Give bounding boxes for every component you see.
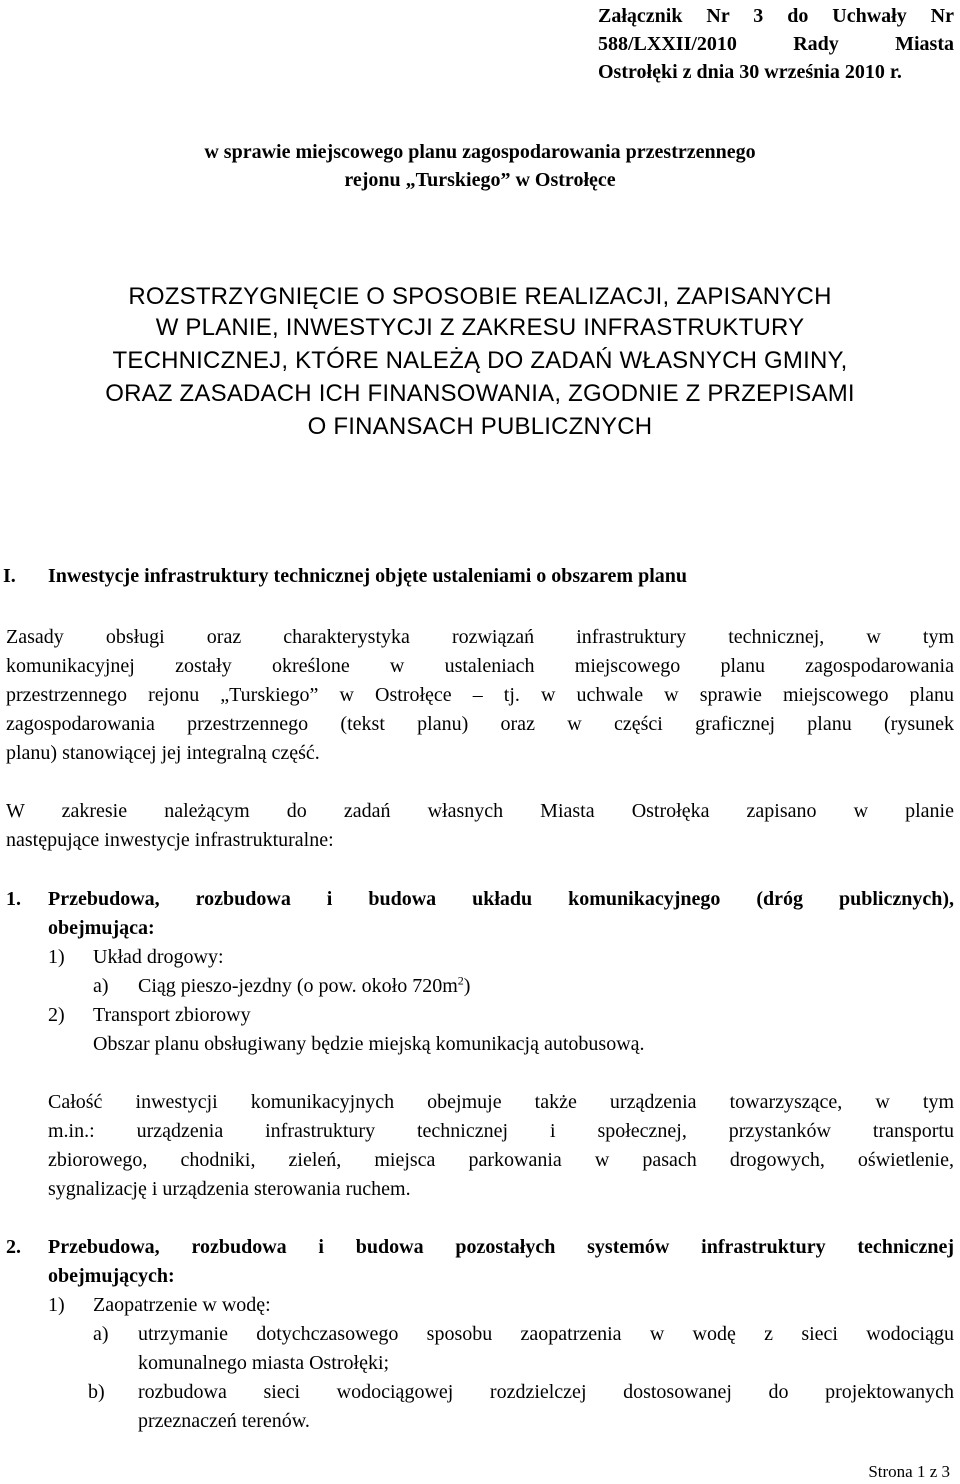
item-2-a-line-2: komunalnego miasta Ostrołęki; (138, 1352, 390, 1374)
paragraph-line: planu) stanowiącej jej integralną część. (6, 742, 320, 764)
item-1-sub-1a-text (138, 972, 470, 1001)
paragraph-line: m.in.: urządzenia infrastruktury technicznej i społecznej, przystanków transportu (48, 1120, 954, 1142)
subtitle-line-1: w sprawie miejscowego planu zagospodarowania przestrzennego (204, 141, 756, 163)
title-line-4: ORAZ ZASADACH ICH FINANSOWANIA, ZGODNIE Z PRZEPISAMI (105, 380, 855, 407)
paragraph-line: Całość inwestycji komunikacyjnych obejmuje także urządzenia towarzyszące, w tym (48, 1091, 954, 1113)
item-2-heading-line-1: Przebudowa, rozbudowa i budowa pozostałych systemów infrastruktury technicznej (48, 1236, 954, 1258)
item-2-sub-1-number: 1) (48, 1294, 65, 1316)
title-line-2: W PLANIE, INWESTYCJI Z ZAKRESU INFRASTRUKTURY (155, 314, 805, 341)
item-2-a-line-1: utrzymanie dotychczasowego sposobu zaopatrzenia w wodę z sieci wodociągu (138, 1323, 954, 1345)
title-line-1: ROZSTRZYGNIĘCIE O SPOSOBIE REALIZACJI, ZAPISANYCH (128, 283, 832, 310)
item-1-sub-2-text: Obszar planu obsługiwany będzie miejską komunikacją autobusową. (93, 1033, 645, 1055)
section-heading: Inwestycje infrastruktury technicznej objęte ustaleniami o obszarem planu (48, 565, 688, 587)
item-1-sub-1-number: 1) (48, 946, 65, 968)
paragraph-line: zbiorowego, chodniki, zieleń, miejsca parkowania w pasach drogowych, oświetlenie, (48, 1149, 954, 1171)
paragraph-line: sygnalizację i urządzenia sterowania ruchem. (48, 1178, 411, 1200)
item-1-sub-2-label: Transport zbiorowy (93, 1004, 251, 1026)
item-1-heading-line-1: Przebudowa, rozbudowa i budowa układu komunikacyjnego (dróg publicznych), (48, 888, 954, 910)
item-1-heading-line-2: obejmująca: (48, 917, 155, 939)
section-number: I. (3, 565, 16, 587)
title-line-3: TECHNICZNEJ, KTÓRE NALEŻĄ DO ZADAŃ WŁASNYCH GMINY, (112, 347, 848, 374)
attachment-line-2: 588/LXXII/2010 Rady Miasta (598, 33, 954, 55)
item-2-number: 2. (6, 1236, 21, 1258)
item-1-sub-1a-number: a) (93, 975, 109, 997)
attachment-line-1: Załącznik Nr 3 do Uchwały Nr (598, 5, 954, 27)
paragraph-line: Zasady obsługi oraz charakterystyka rozwiązań infrastruktury technicznej, w tym (6, 626, 954, 648)
superscript: 2 (457, 973, 464, 988)
item-1-sub-2-number: 2) (48, 1004, 65, 1026)
paragraph-line: zagospodarowania przestrzennego (tekst planu) oraz w części graficznej planu (rysunek (6, 713, 954, 735)
item-2-b-line-1: rozbudowa sieci wodociągowej rozdzielczej dostosowanej do projektowanych (138, 1381, 954, 1403)
page-number: Strona 1 z 3 (868, 1462, 950, 1481)
subtitle-line-2: rejonu „Turskiego” w Ostrołęce (344, 169, 616, 191)
title-line-5: O FINANSACH PUBLICZNYCH (307, 413, 653, 440)
attachment-line-3: Ostrołęki z dnia 30 września 2010 r. (598, 61, 902, 83)
item-1-number: 1. (6, 888, 21, 910)
paragraph-line: następujące inwestycje infrastrukturalne: (6, 829, 334, 851)
paragraph-line: komunikacyjnej zostały określone w ustaleniach miejscowego planu zagospodarowania (6, 655, 954, 677)
item-2-sub-1-label: Zaopatrzenie w wodę: (93, 1294, 271, 1316)
closing-parenthesis: ) (463, 975, 471, 997)
item-1-sub-1-label: Układ drogowy: (93, 946, 224, 968)
sub-1a-text: Ciąg pieszo-jezdny (o pow. około 720m (138, 975, 458, 997)
item-2-heading-line-2: obejmujących: (48, 1265, 175, 1287)
item-2-b-line-2: przeznaczeń terenów. (138, 1410, 310, 1432)
item-2-b-number: b) (88, 1381, 105, 1403)
item-2-a-number: a) (93, 1323, 109, 1345)
paragraph-line: przestrzennego rejonu „Turskiego” w Ostrołęce – tj. w uchwale w sprawie miejscowego planu (6, 684, 954, 706)
paragraph-line: W zakresie należącym do zadań własnych Miasta Ostrołęka zapisano w planie (6, 800, 954, 822)
